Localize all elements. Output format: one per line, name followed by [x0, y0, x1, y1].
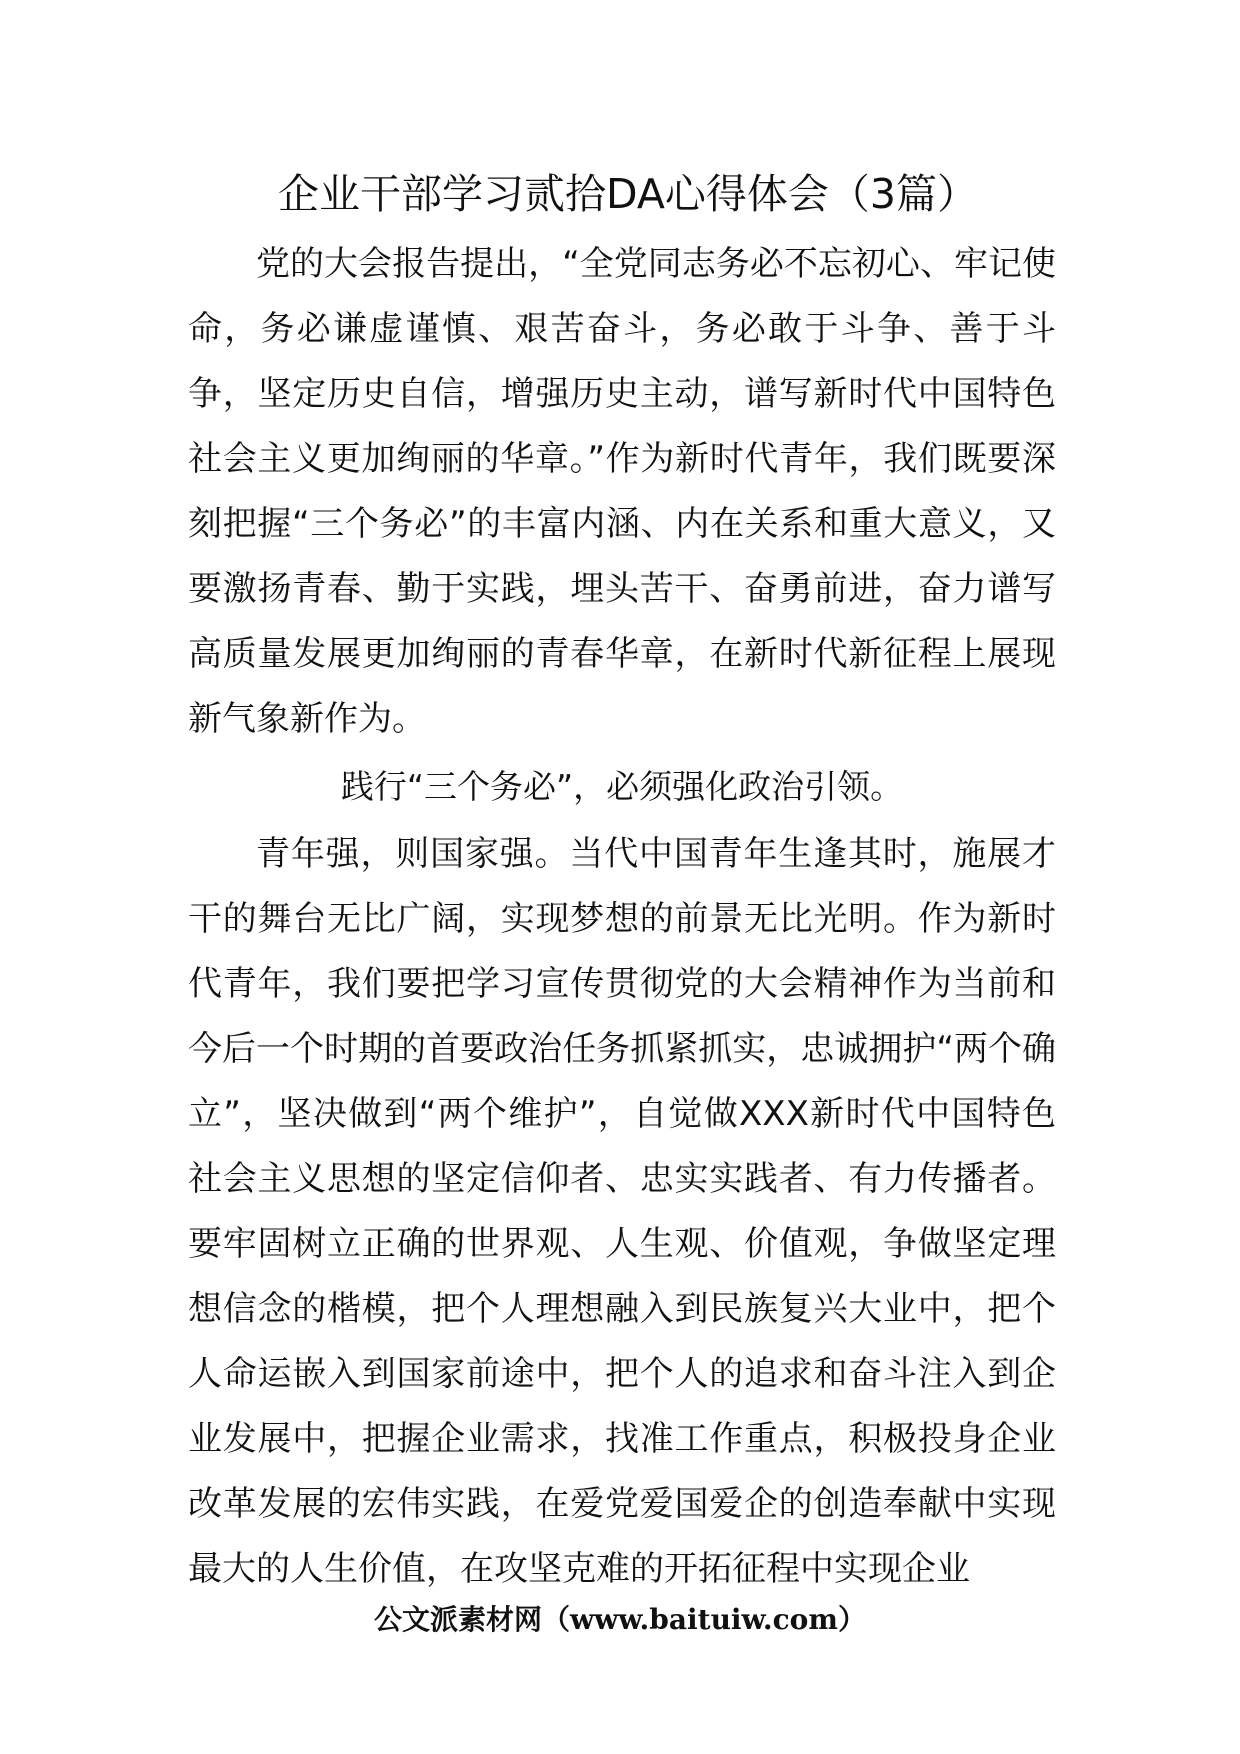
footer-watermark: 公文派素材网（www.baituiw.com）	[374, 1603, 866, 1636]
section-paragraph: 青年强，则国家强。当代中国青年生逢其时，施展才干的舞台无比广阔，实现梦想的前景无比光明。作为新时代青年，我们要把学习宣传贯彻党的大会精神作为当前和今后一个时期的首要政治任务抓紧抓实，忠诚拥护“两个确立”，坚决做到“两个维护”，自觉做XXX新时代中国特色社会主义思想的坚定信仰者、忠实实践者、有力传播者。要牢固树立正确的世界观、人生观、价值观，争做坚定理想信念的楷模，把个人理想融入到民族复兴大业中，把个人命运嵌入到国家前途中，把个人的追求和奋斗注入到企业发展中，把握企业需求，找准工作重点，积极投身企业改革发展的宏伟实践，在爱党爱国爱企的创造奉献中实现最大的人生价值，在攻坚克难的开拓征程中实现企业	[188, 834, 1056, 1589]
intro-paragraph: 党的大会报告提出，“全党同志务必不忘初心、牢记使命，务必谦虚谨慎、艰苦奋斗，务必敢于斗争、善于斗争，坚定历史自信，增强历史主动，谱写新时代中国特色社会主义更加绚丽的华章。”作为新时代青年，我们既要深刻把握“三个务必”的丰富内涵、内在关系和重大意义，又要激扬青春、勤于实践，埋头苦干、奋勇前进，奋力谱写高质量发展更加绚丽的青春华章，在新时代新征程上展现新气象新作为。	[188, 244, 1056, 739]
document-title: 企业干部学习贰拾DA心得体会（3篇）	[278, 170, 978, 218]
document-body	[188, 232, 1056, 1602]
section-heading: 践行“三个务必”，必须强化政治引领。	[340, 767, 904, 806]
